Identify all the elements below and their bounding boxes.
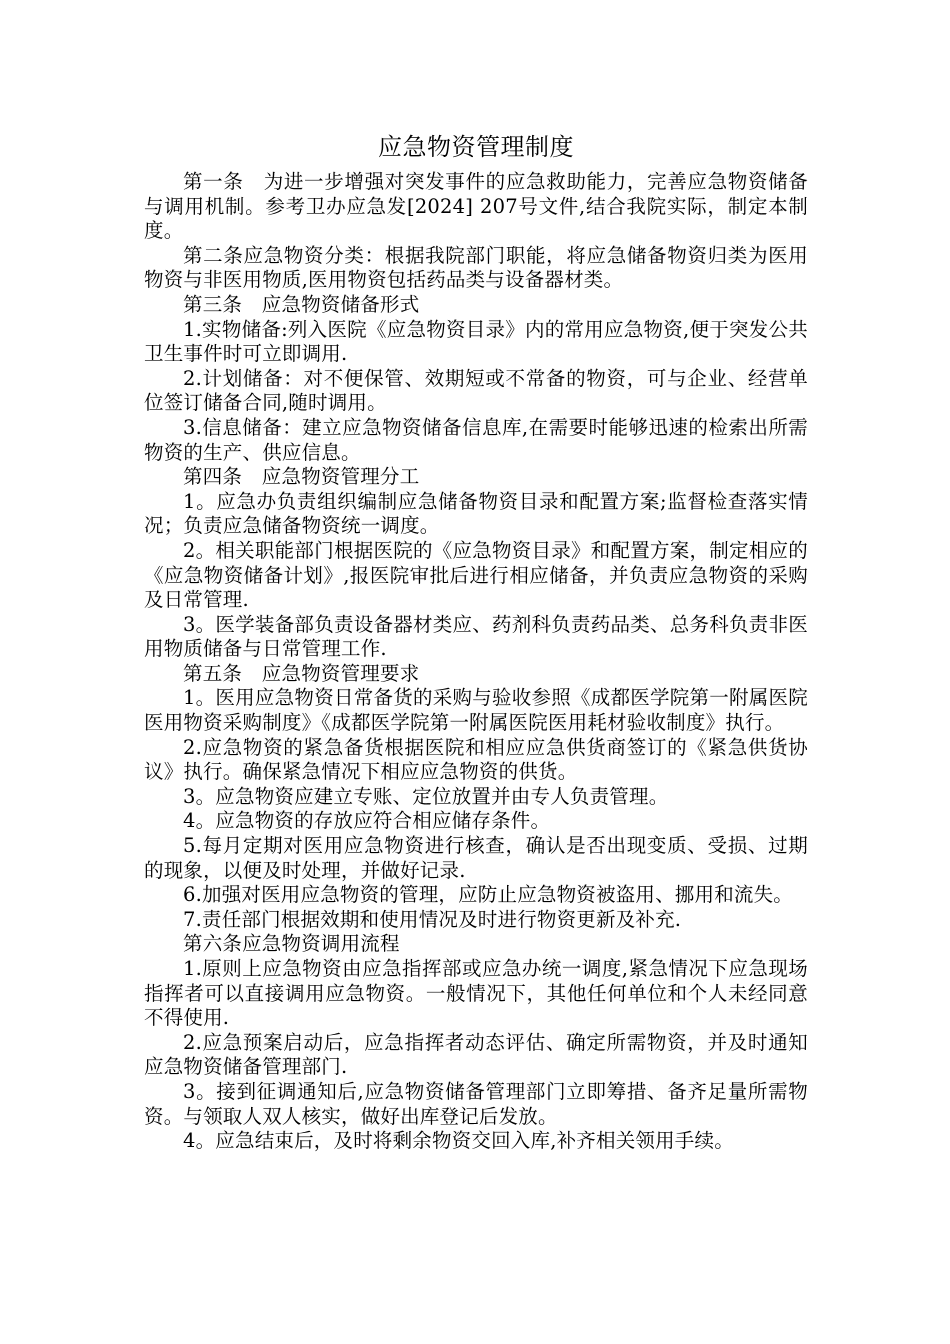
paragraph: 2.应急预案启动后，应急指挥者动态评估、确定所需物资，并及时通知应急物资储备管理部门. xyxy=(144,1030,808,1079)
paragraph: 第一条 为进一步增强对突发事件的应急救助能力，完善应急物资储备与调用机制。参考卫办应急发[2024] 207号文件,结合我院实际，制定本制度。 xyxy=(144,170,808,243)
section-heading: 第五条 应急物资管理要求 xyxy=(183,661,420,685)
paragraph: 3。接到征调通知后,应急物资储备管理部门立即筹措、备齐足量所需物资。与领取人双人核实，做好出库登记后发放。 xyxy=(144,1079,808,1128)
paragraph: 第二条应急物资分类：根据我院部门职能，将应急储备物资归类为医用物资与非医用物质,医用物资包括药品类与设备器材类。 xyxy=(144,243,808,292)
paragraph: 2.计划储备：对不便保管、效期短或不常备的物资，可与企业、经营单位签订储备合同,随时调用。 xyxy=(144,366,808,415)
paragraph: 1。医用应急物资日常备货的采购与验收参照《成都医学院第一附属医院医用物资采购制度》《成都医学院第一附属医院医用耗材验收制度》执行。 xyxy=(144,686,808,735)
paragraph: 1.原则上应急物资由应急指挥部或应急办统一调度,紧急情况下应急现场指挥者可以直接调用应急物资。一般情况下，其他任何单位和个人未经同意不得使用. xyxy=(144,957,808,1030)
document-title: 应急物资管理制度 xyxy=(378,133,574,161)
paragraph: 4。应急物资的存放应符合相应储存条件。 xyxy=(183,809,551,833)
section-heading: 第三条 应急物资储备形式 xyxy=(183,292,420,316)
document-body xyxy=(144,170,808,1154)
paragraph: 7.责任部门根据效期和使用情况及时进行物资更新及补充. xyxy=(183,907,682,931)
paragraph: 3。应急物资应建立专账、定位放置并由专人负责管理。 xyxy=(183,784,669,808)
paragraph: 5.每月定期对医用应急物资进行核查，确认是否出现变质、受损、过期的现象，以便及时处理，并做好记录. xyxy=(144,834,808,882)
paragraph: 3。医学装备部负责设备器材类应、药剂科负责药品类、总务科负责非医用物质储备与日常管理工作. xyxy=(144,612,808,661)
section-heading: 第六条应急物资调用流程 xyxy=(183,932,400,956)
paragraph: 1。应急办负责组织编制应急储备物资目录和配置方案;监督检查落实情况；负责应急储备物资统一调度。 xyxy=(144,489,808,538)
document-page xyxy=(144,130,808,1154)
paragraph: 1.实物储备:列入医院《应急物资目录》内的常用应急物资,便于突发公共卫生事件时可立即调用. xyxy=(144,317,808,366)
section-heading: 第四条 应急物资管理分工 xyxy=(183,465,420,489)
paragraph: 2.应急物资的紧急备货根据医院和相应应急供货商签订的《紧急供货协议》执行。确保紧急情况下相应应急物资的供货。 xyxy=(144,735,808,784)
paragraph: 4。应急结束后，及时将剩余物资交回入库,补齐相关领用手续。 xyxy=(183,1129,734,1153)
paragraph: 2。相关职能部门根据医院的《应急物资目录》和配置方案，制定相应的《应急物资储备计划》,报医院审批后进行相应储备，并负责应急物资的采购及日常管理. xyxy=(144,538,808,612)
paragraph: 6.加强对医用应急物资的管理，应防止应急物资被盗用、挪用和流失。 xyxy=(183,883,794,907)
paragraph: 3.信息储备：建立应急物资储备信息库,在需要时能够迅速的检索出所需物资的生产、供应信息。 xyxy=(144,415,808,464)
